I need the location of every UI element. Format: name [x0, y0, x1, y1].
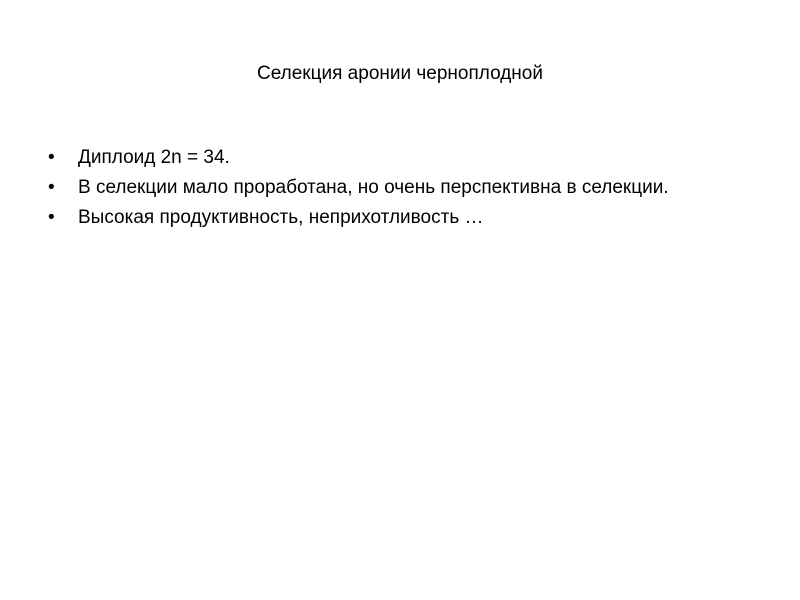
slide-title: Селекция аронии черноплодной — [257, 63, 543, 84]
bullet-text: В селекции мало проработана, но очень перспективна в селекции. — [78, 177, 669, 198]
bullet-item — [48, 176, 688, 200]
bullet-list — [48, 146, 688, 236]
bullet-marker: • — [48, 177, 55, 198]
bullet-item — [48, 146, 688, 170]
bullet-text: Высокая продуктивность, неприхотливость … — [78, 207, 484, 228]
bullet-item — [48, 206, 688, 230]
bullet-marker: • — [48, 147, 55, 168]
bullet-marker: • — [48, 207, 55, 228]
bullet-text: Диплоид 2n = 34. — [78, 147, 230, 168]
